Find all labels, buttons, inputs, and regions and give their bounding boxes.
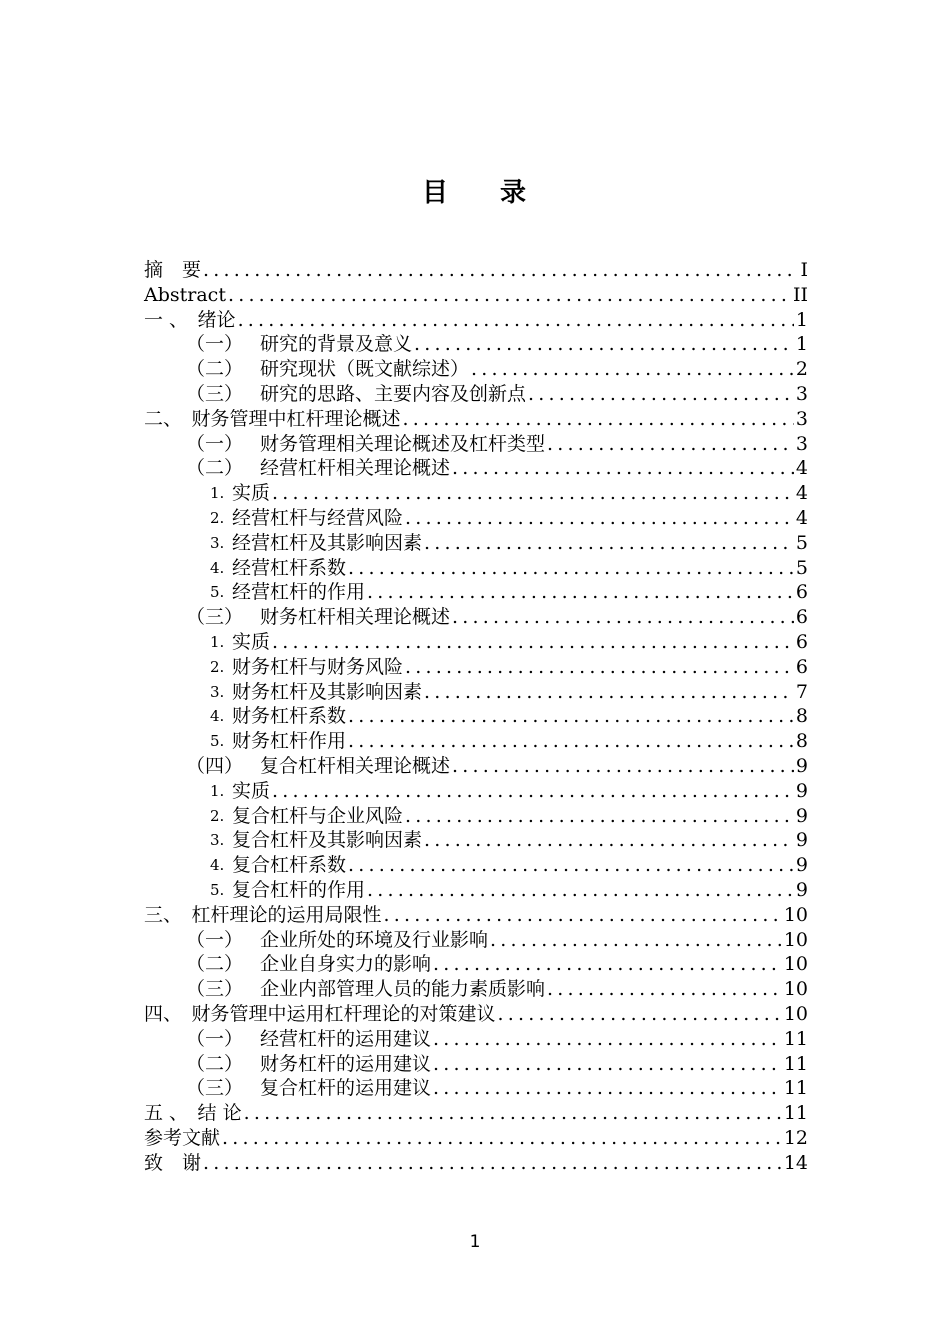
toc-entry[interactable] bbox=[144, 456, 808, 481]
toc-entry-page: I bbox=[800, 259, 808, 281]
toc-entry-page: 6 bbox=[795, 606, 808, 629]
toc-entry-number: 5. bbox=[210, 583, 225, 602]
toc-entry-page: 10 bbox=[783, 928, 808, 951]
toc-entry-number: 4. bbox=[210, 856, 225, 875]
toc-entry[interactable] bbox=[144, 580, 808, 605]
toc-entry[interactable] bbox=[144, 928, 808, 953]
toc-dot-leader bbox=[222, 1126, 782, 1151]
toc-entry-number: 1. bbox=[210, 781, 225, 800]
toc-entry[interactable] bbox=[144, 704, 808, 729]
toc-entry-number: （二） bbox=[186, 953, 244, 976]
toc-entry-page: 10 bbox=[783, 953, 808, 976]
toc-entry-number: （一） bbox=[186, 432, 244, 455]
toc-dot-leader bbox=[203, 258, 798, 283]
toc-entry-label: 经营杠杆系数 bbox=[232, 556, 347, 579]
toc-dot-leader bbox=[433, 952, 782, 977]
toc-entry-page: 12 bbox=[783, 1126, 808, 1149]
toc-entry-label: 企业所处的环境及行业影响 bbox=[260, 928, 489, 951]
toc-entry-label: 经营杠杆相关理论概述 bbox=[260, 457, 451, 480]
toc-entry-number: 1. bbox=[210, 484, 225, 503]
toc-dot-leader bbox=[452, 605, 794, 630]
toc-entry-label: 实质 bbox=[232, 630, 271, 653]
toc-entry[interactable] bbox=[144, 1101, 808, 1126]
toc-entry[interactable] bbox=[144, 1027, 808, 1052]
toc-entry-page: 9 bbox=[795, 754, 808, 777]
toc-dot-leader bbox=[272, 481, 794, 506]
toc-dot-leader bbox=[424, 531, 794, 556]
toc-dot-leader bbox=[528, 382, 794, 407]
toc-entry-page: 14 bbox=[783, 1151, 808, 1174]
toc-dot-leader bbox=[471, 357, 794, 382]
toc-entry[interactable] bbox=[144, 1126, 808, 1151]
toc-entry-label: 财务杠杆作用 bbox=[232, 730, 347, 753]
toc-dot-leader bbox=[433, 1076, 782, 1101]
toc-dot-leader bbox=[452, 754, 794, 779]
toc-entry-page: 2 bbox=[795, 358, 808, 381]
toc-entry-page: 8 bbox=[795, 730, 808, 753]
toc-entry-page: 8 bbox=[795, 705, 808, 728]
toc-entry-page: 9 bbox=[795, 804, 808, 827]
toc-entry-number: 摘 要 bbox=[144, 259, 202, 281]
toc-dot-leader bbox=[348, 556, 794, 581]
toc-entry-page: 4 bbox=[795, 482, 808, 505]
toc-entry[interactable] bbox=[144, 804, 808, 829]
toc-entry-number: （一） bbox=[186, 1027, 244, 1050]
toc-entry-number: （三） bbox=[186, 382, 244, 405]
toc-dot-leader bbox=[272, 630, 794, 655]
toc-entry-page: II bbox=[792, 283, 808, 306]
toc-dot-leader bbox=[433, 1052, 782, 1077]
toc-entry[interactable] bbox=[144, 903, 808, 928]
toc-entry[interactable] bbox=[144, 878, 808, 903]
toc-entry-page: 9 bbox=[795, 779, 808, 802]
toc-entry-page: 1 bbox=[795, 308, 808, 331]
toc-dot-leader bbox=[272, 779, 794, 804]
toc-entry-label: 企业自身实力的影响 bbox=[260, 953, 432, 976]
toc-dot-leader bbox=[384, 903, 782, 928]
toc-entry[interactable] bbox=[144, 977, 808, 1002]
toc-entry-page: 4 bbox=[795, 457, 808, 480]
toc-entry-page: 11 bbox=[783, 1027, 808, 1050]
toc-entry[interactable] bbox=[144, 605, 808, 630]
toc-entry-number: 致 谢 bbox=[144, 1151, 202, 1174]
toc-entry-label: 经营杠杆的运用建议 bbox=[260, 1027, 432, 1050]
toc-entry-number: Abstract bbox=[144, 283, 226, 306]
toc-entry-label: 财务杠杆相关理论概述 bbox=[260, 606, 451, 629]
toc-entry-label: 企业内部管理人员的能力素质影响 bbox=[260, 978, 546, 1001]
toc-entry-page: 11 bbox=[783, 1052, 808, 1075]
toc-entry[interactable] bbox=[144, 357, 808, 382]
toc-dot-leader bbox=[348, 853, 794, 878]
toc-entry-number: 五 、 bbox=[144, 1102, 198, 1125]
toc-entry-number: （二） bbox=[186, 1052, 244, 1075]
toc-entry-label: 经营杠杆与经营风险 bbox=[232, 506, 404, 529]
toc-entry-label: 复合杠杆相关理论概述 bbox=[260, 754, 451, 777]
toc-entry[interactable] bbox=[144, 432, 808, 457]
toc-dot-leader bbox=[405, 804, 794, 829]
toc-dot-leader bbox=[433, 1027, 782, 1052]
toc-dot-leader bbox=[498, 1002, 782, 1027]
toc-entry-number: 四、 bbox=[144, 1002, 192, 1025]
toc-entry[interactable] bbox=[144, 680, 808, 705]
page-number: 1 bbox=[469, 1232, 481, 1252]
toc-entry-label: 财务管理中杠杆理论概述 bbox=[191, 407, 401, 430]
toc-dot-leader bbox=[452, 456, 794, 481]
toc-entry-number: 4. bbox=[210, 707, 225, 726]
toc-dot-leader bbox=[547, 432, 794, 457]
toc-entry-number: 3. bbox=[210, 682, 225, 701]
toc-entry-label: 经营杠杆的作用 bbox=[232, 581, 366, 604]
toc-entry-page: 4 bbox=[795, 506, 808, 529]
toc-entry-number: （三） bbox=[186, 1077, 244, 1100]
toc-dot-leader bbox=[367, 580, 794, 605]
toc-entry-number: （四） bbox=[186, 754, 244, 777]
toc-entry-number: 三、 bbox=[144, 903, 192, 926]
toc-entry-number: 1. bbox=[210, 632, 225, 651]
toc-entry-label: 复合杠杆及其影响因素 bbox=[232, 829, 423, 852]
toc-entry-label: 经营杠杆及其影响因素 bbox=[232, 531, 423, 554]
toc-dot-leader bbox=[203, 1151, 782, 1176]
toc-dot-leader bbox=[367, 878, 794, 903]
toc-entry-number: 4. bbox=[210, 558, 225, 577]
toc-dot-leader bbox=[424, 828, 794, 853]
toc-entry-number: （二） bbox=[186, 457, 244, 480]
toc-entry-page: 10 bbox=[783, 978, 808, 1001]
toc-entry[interactable] bbox=[144, 481, 808, 506]
toc-entry-page: 10 bbox=[783, 1002, 808, 1025]
toc-entry-label: 财务杠杆及其影响因素 bbox=[232, 680, 423, 703]
toc-entry-page: 5 bbox=[795, 531, 808, 554]
toc-entry-number: 参考文献 bbox=[144, 1126, 221, 1149]
toc-entry[interactable] bbox=[144, 1151, 808, 1176]
toc-dot-leader bbox=[228, 283, 791, 308]
toc-entry-number: 2. bbox=[210, 657, 225, 676]
toc-entry-label: 财务杠杆与财务风险 bbox=[232, 655, 404, 678]
toc-entry-number: （二） bbox=[186, 358, 244, 381]
toc-entry-number: 5. bbox=[210, 880, 225, 899]
toc-entry-label: 研究现状（既文献综述） bbox=[260, 358, 470, 381]
toc-dot-leader bbox=[547, 977, 782, 1002]
toc-entry[interactable] bbox=[144, 308, 808, 333]
toc-entry-page: 7 bbox=[795, 680, 808, 703]
toc-dot-leader bbox=[238, 308, 794, 333]
toc-dot-leader bbox=[348, 704, 794, 729]
toc-entry-page: 6 bbox=[795, 655, 808, 678]
toc-entry-number: （一） bbox=[186, 928, 244, 951]
toc-entry[interactable] bbox=[144, 1052, 808, 1077]
toc-entry-label: 研究的背景及意义 bbox=[260, 333, 413, 356]
toc-entry[interactable] bbox=[144, 630, 808, 655]
toc-entry-page: 3 bbox=[795, 432, 808, 455]
toc-entry[interactable] bbox=[144, 655, 808, 680]
toc-entry[interactable] bbox=[144, 506, 808, 531]
toc-entry-label: 杠杆理论的运用局限性 bbox=[191, 903, 382, 926]
page-title bbox=[0, 172, 950, 209]
toc-entry-page: 1 bbox=[795, 333, 808, 356]
toc-entry[interactable] bbox=[144, 1002, 808, 1027]
toc-entry[interactable] bbox=[144, 754, 808, 779]
toc-entry-label: 研究的思路、主要内容及创新点 bbox=[260, 382, 527, 405]
toc-entry-label: 财务杠杆的运用建议 bbox=[260, 1052, 432, 1075]
toc-entry[interactable] bbox=[144, 332, 808, 357]
toc-entry-page: 6 bbox=[795, 581, 808, 604]
toc-entry-number: 2. bbox=[210, 508, 225, 527]
toc-entry-page: 3 bbox=[795, 407, 808, 430]
toc-entry-label: 财务杠杆系数 bbox=[232, 705, 347, 728]
toc-entry-label: 实质 bbox=[232, 779, 271, 802]
toc-entry[interactable] bbox=[144, 382, 808, 407]
toc-entry[interactable] bbox=[144, 828, 808, 853]
toc-dot-leader bbox=[348, 729, 794, 754]
toc-entry-number: （一） bbox=[186, 333, 244, 356]
toc-entry[interactable] bbox=[144, 952, 808, 977]
toc-entry[interactable] bbox=[144, 283, 808, 308]
toc-entry-page: 11 bbox=[783, 1102, 808, 1125]
toc-entry-label: 复合杠杆系数 bbox=[232, 854, 347, 877]
toc-entry-number: （三） bbox=[186, 978, 244, 1001]
toc-entry-number: 二、 bbox=[144, 407, 192, 430]
toc-entry-number: 5. bbox=[210, 732, 225, 751]
toc-entry-page: 10 bbox=[783, 903, 808, 926]
toc-dot-leader bbox=[490, 928, 782, 953]
toc-entry-label: 财务管理中运用杠杆理论的对策建议 bbox=[191, 1002, 496, 1025]
toc-entry[interactable] bbox=[144, 258, 808, 283]
toc-entry-label: 复合杠杆的作用 bbox=[232, 878, 366, 901]
toc-dot-leader bbox=[405, 506, 794, 531]
toc-entry-label: 复合杠杆的运用建议 bbox=[260, 1077, 432, 1100]
toc-entry-page: 6 bbox=[795, 630, 808, 653]
title-char-1: 目 bbox=[421, 178, 450, 208]
toc-entry[interactable] bbox=[144, 779, 808, 804]
toc-entry[interactable] bbox=[144, 729, 808, 754]
title-char-2: 录 bbox=[500, 178, 529, 208]
toc-entry-label: 结 论 bbox=[197, 1102, 242, 1125]
toc-entry-number: 3. bbox=[210, 533, 225, 552]
toc-entry[interactable] bbox=[144, 853, 808, 878]
toc-entry-label: 绪论 bbox=[197, 308, 236, 331]
toc-entry-page: 11 bbox=[783, 1077, 808, 1100]
toc-dot-leader bbox=[424, 680, 794, 705]
toc-dot-leader bbox=[414, 332, 794, 357]
toc-entry-label: 财务管理相关理论概述及杠杆类型 bbox=[260, 432, 546, 455]
toc-dot-leader bbox=[405, 655, 794, 680]
toc-entry[interactable] bbox=[144, 556, 808, 581]
toc-entry[interactable] bbox=[144, 407, 808, 432]
toc-entry-number: 2. bbox=[210, 806, 225, 825]
toc-entry-label: 实质 bbox=[232, 482, 271, 505]
toc-entry-number: 一 、 bbox=[144, 308, 198, 331]
toc-dot-leader bbox=[244, 1101, 782, 1126]
toc-entry-page: 9 bbox=[795, 854, 808, 877]
toc-entry[interactable] bbox=[144, 531, 808, 556]
toc-entry-page: 9 bbox=[795, 878, 808, 901]
toc-entry-number: 3. bbox=[210, 831, 225, 850]
toc-entry-page: 3 bbox=[795, 382, 808, 405]
toc-entry-label: 复合杠杆与企业风险 bbox=[232, 804, 404, 827]
toc-entry-number: （三） bbox=[186, 606, 244, 629]
table-of-contents bbox=[144, 258, 808, 1175]
toc-dot-leader bbox=[403, 407, 794, 432]
toc-entry-page: 5 bbox=[795, 556, 808, 579]
toc-entry[interactable] bbox=[144, 1076, 808, 1101]
toc-entry-page: 9 bbox=[795, 829, 808, 852]
